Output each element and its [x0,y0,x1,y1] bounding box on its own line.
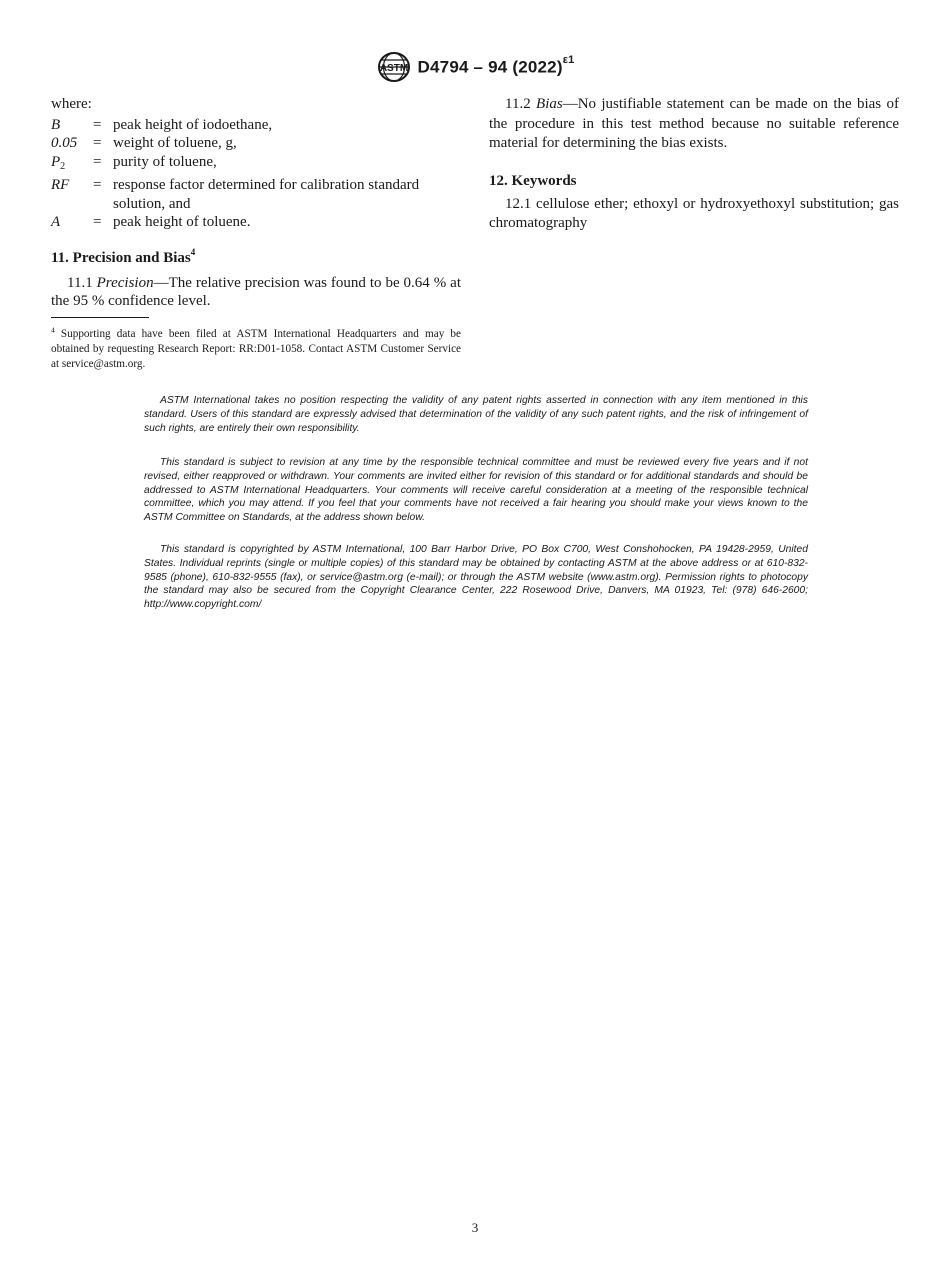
where-label: where: [51,96,92,112]
page-header [0,52,950,84]
variable-definitions [51,116,461,232]
page-number: 3 [471,1220,479,1235]
footnote: $^4$ Supporting data have been filed at ASTM International Headquarters and may be obtained by requesting Research Report: RR:D01-1058. Contact ASTM Customer Service at service@astm.org. [51,325,461,370]
var-symbol: RF [51,177,70,193]
standard-designation: D4794 – 94 $(2022)^{\varepsilon 1}$ [417,53,575,77]
footnote-divider [51,317,149,318]
var-description: weight of toluene, g, [113,135,237,151]
var-description: peak height of iodoethane, [113,116,273,133]
left-column [51,95,461,311]
astm-logo-icon [376,52,412,82]
var-symbol: B [51,116,61,133]
revision-notice: This standard is subject to revision at any time by the responsible technical committee and must be reviewed every five years and if not revised, either reapproved or withdrawn. Your comments are invited either for revision of this standard or for additional standards and should be addressed to ASTM International Headquarters. Your comments will receive careful consideration at a meeting of the responsible technical committee, which you may attend. If you feel that your comments have not received a fair hearing you should make your views known to the ASTM Committee on Standards, at the address shown below. [144,457,808,524]
epsilon-superscript: ε1 [562,53,575,66]
var-description: peak height of toluene. [113,214,251,230]
astm-logo-text: ASTM [379,63,408,74]
var-equals: = [93,214,102,230]
var-description: response factor determined for calibration standard solution, and [113,177,420,212]
paragraph-11-2: 11.2 Bias—No justifiable statement can be made on the bias of the procedure in this test method because no suitable reference material for determining the bias exists. [489,96,899,151]
var-equals: = [93,135,102,151]
footnote-mark: 4 [51,325,55,335]
section-heading-keywords: 12. Keywords [489,172,577,189]
var-equals: = [93,116,102,133]
var-equals: = [93,153,102,170]
footnote-reference[interactable]: 4 [190,246,196,257]
var-symbol: A [51,214,61,230]
patent-notice: ASTM International takes no position respecting the validity of any patent rights asserted in connection with any item mentioned in this standard. Users of this standard are expressly advised that determination of the validity of any such patent rights, and the risk of infringement of such rights, are entirely their own responsibility. [144,395,808,434]
var-symbol: 0.05 [51,135,78,151]
var-symbol: $P_2$ [51,153,66,172]
section-heading-precision-bias: 11. Precision and Bias$^4$ [51,246,196,266]
right-column [489,95,899,234]
paragraph-12-1: 12.1 cellulose ether; ethoxyl or hydroxyethoxyl substitution; gas chromatography [489,195,899,231]
var-description: purity of toluene, [113,153,217,170]
copyright-notice: This standard is copyrighted by ASTM International, 100 Barr Harbor Drive, PO Box C700, West Conshohocken, PA 19428-2959, United States. Individual reprints (single or multiple copies) of this standard may be obtained by contacting ASTM at the above address or at 610-832-9585 (phone), 610-832-9555 (fax), or service@astm.org (e-mail); or through the ASTM website (www.astm.org). Permission rights to photocopy the standard may also be secured from the Copyright Clearance Center, 222 Rosewood Drive, Danvers, MA 01923, Tel: (978) 646-2600; http://www.copyright.com/ [144,544,808,611]
paragraph-11-1: 11.1 Precision—The relative precision was found to be 0.64 % at the 95 % confidence level. [51,274,461,309]
var-equals: = [93,177,102,193]
